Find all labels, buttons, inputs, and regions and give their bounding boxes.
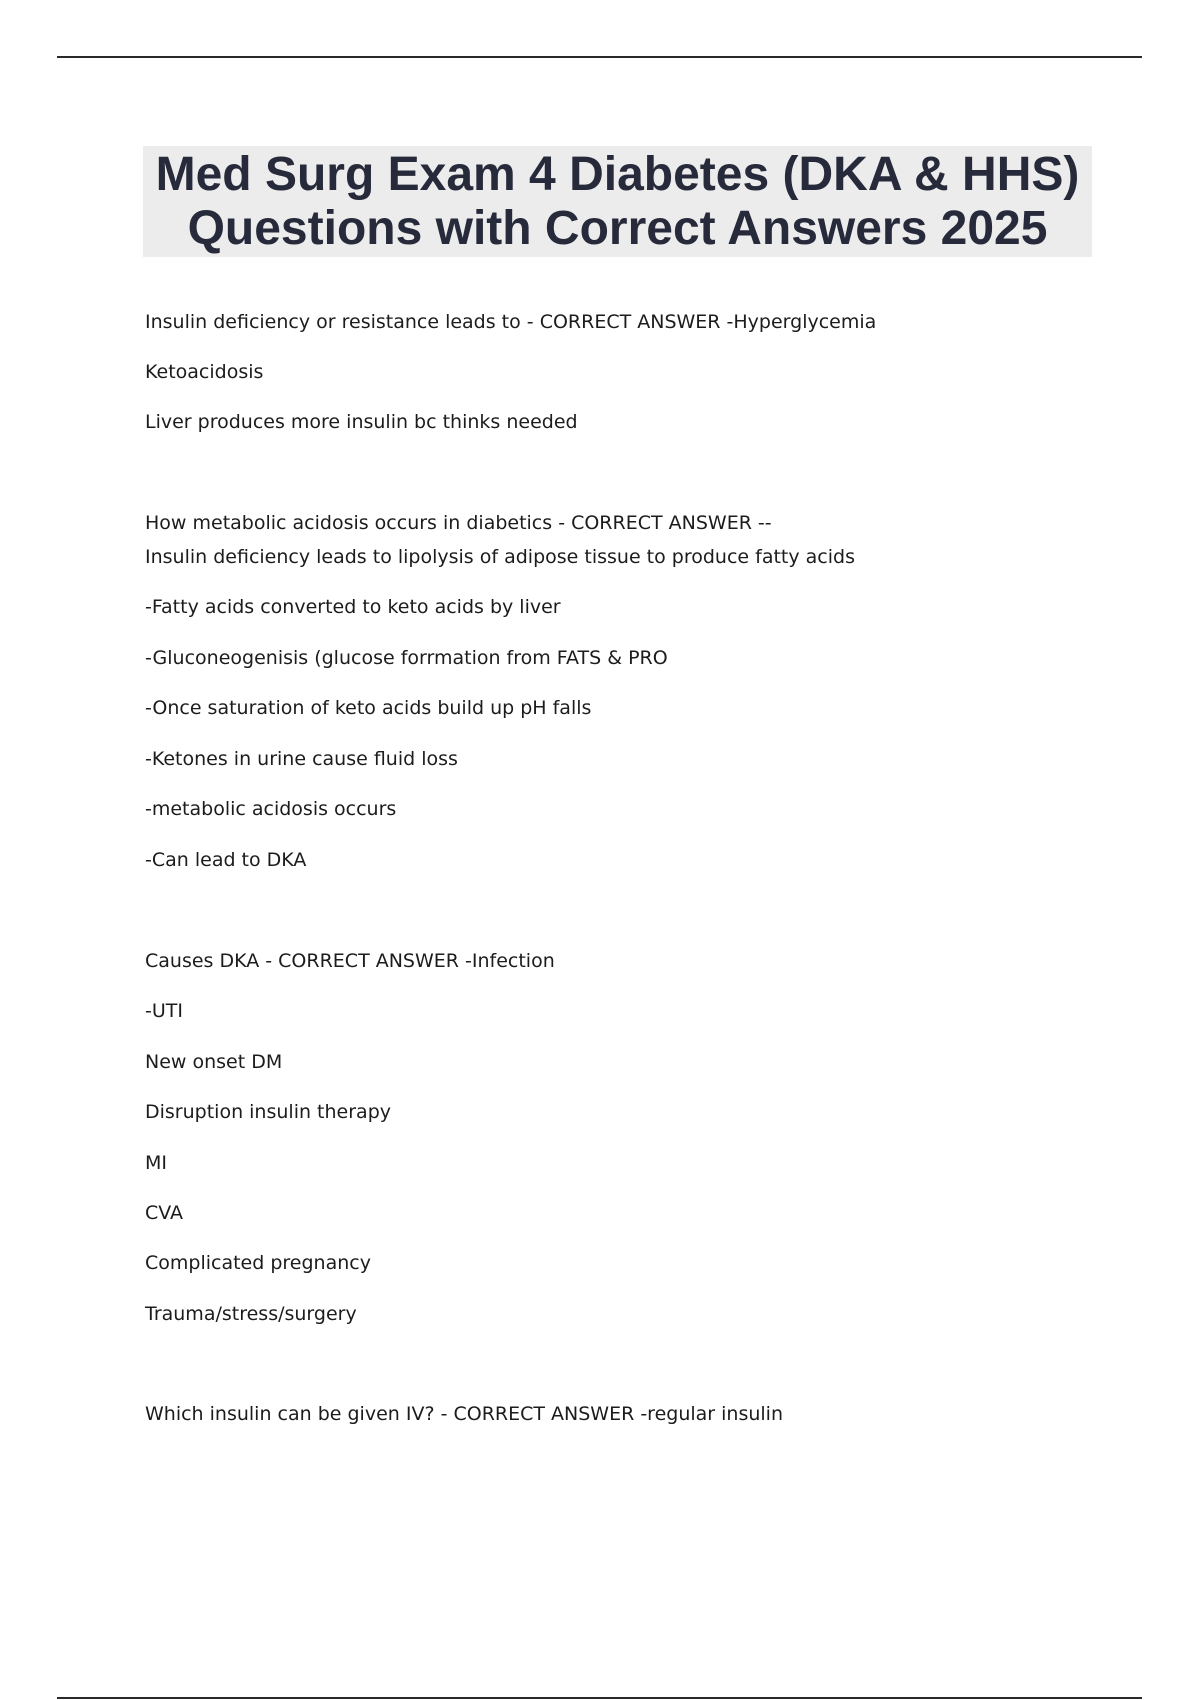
answer-2-line-7: -Can lead to DKA: [145, 849, 307, 871]
question-4-line: Which insulin can be given IV? - CORRECT ANSWER -regular insulin: [145, 1403, 783, 1425]
answer-1-line-2: Ketoacidosis: [145, 361, 264, 383]
bottom-rule: [57, 1697, 1142, 1699]
answer-3-line-3: New onset DM: [145, 1051, 283, 1073]
answer-3-line-2: -UTI: [145, 1000, 183, 1022]
document-title: [143, 146, 1092, 257]
answer-3-line-8: Trauma/stress/surgery: [145, 1303, 357, 1325]
top-rule: [57, 56, 1142, 58]
answer-2-line-2: -Fatty acids converted to keto acids by liver: [145, 596, 561, 618]
answer-2-line-6: -metabolic acidosis occurs: [145, 798, 397, 820]
answer-2-line-4: -Once saturation of keto acids build up pH falls: [145, 697, 592, 719]
answer-2-line-3: -Gluconeogenisis (glucose forrmation from FATS & PRO: [145, 647, 668, 669]
answer-1-line-3: Liver produces more insulin bc thinks needed: [145, 411, 578, 433]
title-line-2: Questions with Correct Answers 2025: [187, 202, 1048, 255]
answer-2-line-1: Insulin deficiency leads to lipolysis of adipose tissue to produce fatty acids: [145, 546, 855, 568]
question-2-line: How metabolic acidosis occurs in diabetics - CORRECT ANSWER --: [145, 512, 772, 534]
answer-3-line-6: CVA: [145, 1202, 184, 1224]
answer-3-line-4: Disruption insulin therapy: [145, 1101, 391, 1123]
answer-2-line-5: -Ketones in urine cause fluid loss: [145, 748, 458, 770]
answer-3-line-5: MI: [145, 1152, 167, 1174]
question-3-line: Causes DKA - CORRECT ANSWER -Infection: [145, 950, 555, 972]
answer-3-line-7: Complicated pregnancy: [145, 1252, 371, 1274]
title-line-1: Med Surg Exam 4 Diabetes (DKA & HHS): [155, 148, 1080, 201]
question-1-line: Insulin deficiency or resistance leads to - CORRECT ANSWER -Hyperglycemia: [145, 311, 877, 333]
